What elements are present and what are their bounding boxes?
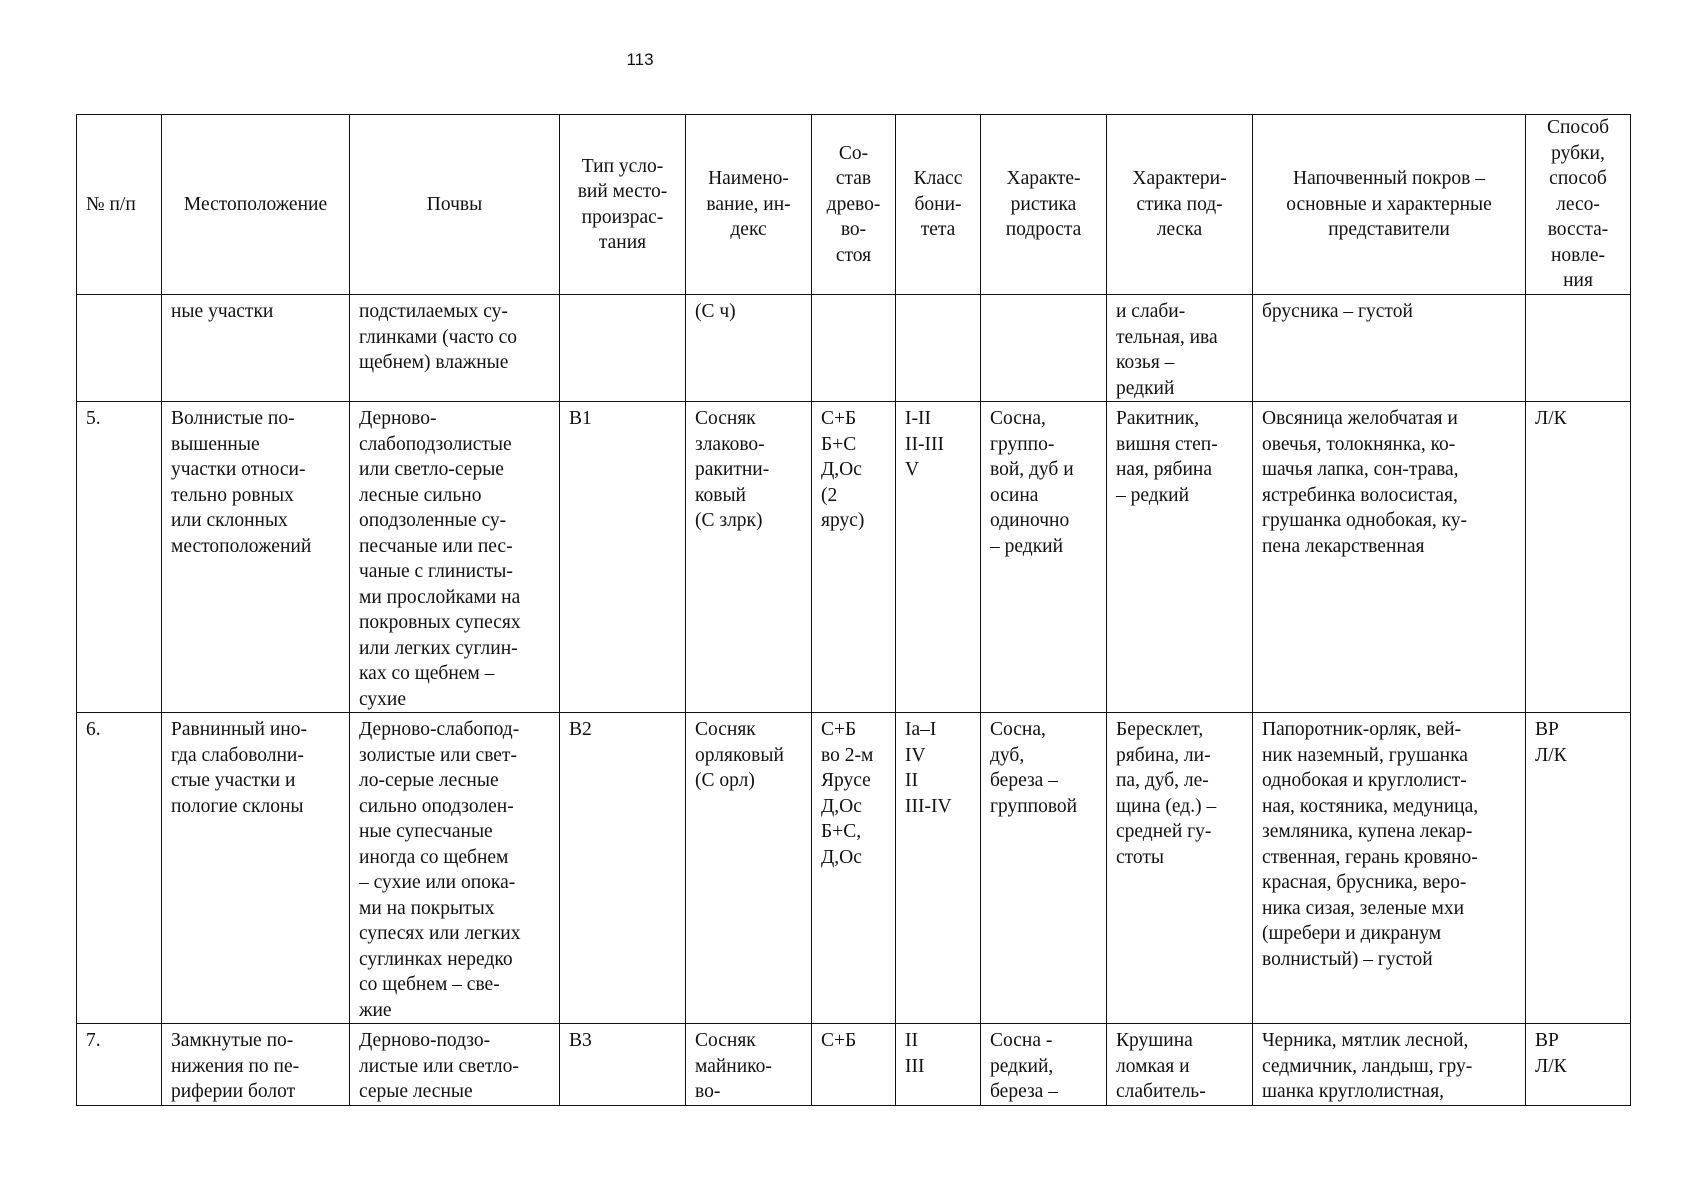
cell-soils: подстилаемых су- глинками (часто со щебнем) влажные [350,295,560,402]
cell-composition: С+Б [812,1024,896,1106]
header-underbrush: Характери- стика под- леска [1107,115,1253,295]
cell-name: Сосняк злаково- ракитни- ковый (С злрк) [686,402,812,713]
cell-name: Сосняк майнико- во- [686,1024,812,1106]
cell-bonitet [896,295,981,402]
cell-underbrush: Ракитник, вишня степ- ная, рябина – редкий [1107,402,1253,713]
cell-ground-cover: Овсяница желобчатая и овечья, толокнянка, ко- шачья лапка, сон-трава, ястребинка волосистая, грушанка однобокая, ку- пена лекарственная [1253,402,1526,713]
cell-undergrowth: Сосна, дуб, березa – групповой [981,713,1107,1024]
cell-location: Волнистые по- вышенные участки относи- тельно ровных или склонных местоположений [162,402,350,713]
cell-ground-cover: Черника, мятлик лесной, седмичник, ландыш, гру- шанка круглолистная, [1253,1024,1526,1106]
header-num: № п/п [77,115,162,295]
header-composition: Со- став древо- во- стоя [812,115,896,295]
table-row [77,402,1631,713]
page-number: 113 [626,50,654,69]
cell-name: (С ч) [686,295,812,402]
cell-felling: ВР Л/К [1526,713,1631,1024]
cell-underbrush: Бересклет, рябина, ли- па, дуб, ле- щина (ед.) – средней гу- стоты [1107,713,1253,1024]
cell-undergrowth: Сосна, группо- вой, дуб и осина одиночно – редкий [981,402,1107,713]
cell-soils: Дерново-слабопод- золистые или свет- ло-серые лесные сильно оподзолен- ные супесчаные иногда со щебнем – сухие или опока- ми на покрытых супесях или легких суглинках нередко со щебнем – све- жие [350,713,560,1024]
header-ground-cover: Напочвенный покров – основные и характерные представители [1253,115,1526,295]
cell-composition: С+Б Б+С Д,Ос (2 ярус) [812,402,896,713]
table-row [77,1024,1631,1106]
cell-bonitet: I-II II-III V [896,402,981,713]
cell-felling [1526,295,1631,402]
cell-num [77,295,162,402]
cell-composition [812,295,896,402]
cell-bonitet: II III [896,1024,981,1106]
cell-composition: С+Б во 2-м Ярусе Д,Ос Б+С, Д,Ос [812,713,896,1024]
header-soils: Почвы [350,115,560,295]
cell-habitat [560,295,686,402]
cell-habitat: В3 [560,1024,686,1106]
cell-name: Сосняк орляковый (С орл) [686,713,812,1024]
table-row [77,295,1631,402]
header-bonitet: Класс бони- тета [896,115,981,295]
cell-underbrush: и слаби- тельная, ива козья – редкий [1107,295,1253,402]
cell-ground-cover: Папоротник-орляк, вей- ник наземный, грушанка однобокая и круглолист- ная, костяника, медуница, земляника, купена лекар- ственная, герань кровяно- красная, брусника, веро- ника сизая, зеленые мхи (шребери и дикранум волнистый) – густой [1253,713,1526,1024]
cell-num: 7. [77,1024,162,1106]
table-header-row [77,115,1631,295]
cell-habitat: В2 [560,713,686,1024]
forest-types-table [76,114,1631,1106]
header-felling: Способ рубки, способ лесо- восста- новле- ния [1526,115,1631,295]
cell-location: Замкнутые по- нижения по пе- риферии болот [162,1024,350,1106]
cell-location: Равнинный ино- гда слабоволни- стые участки и пологие склоны [162,713,350,1024]
cell-felling: Л/К [1526,402,1631,713]
header-undergrowth: Характе- ристика подроста [981,115,1107,295]
header-habitat: Тип усло- вий место- произрас- тания [560,115,686,295]
cell-ground-cover: брусника – густой [1253,295,1526,402]
cell-num: 6. [77,713,162,1024]
cell-soils: Дерново-подзо- листые или светло- серые лесные [350,1024,560,1106]
table-row [77,713,1631,1024]
cell-soils: Дерново- слабоподзолистые или светло-серые лесные сильно оподзоленные су- песчаные или пес- чаные с глинисты- ми прослойками на покровных супесях или легких суглин- ках со щебнем – сухие [350,402,560,713]
cell-underbrush: Крушина ломкая и слабитель- [1107,1024,1253,1106]
header-location: Местоположение [162,115,350,295]
cell-bonitet: Ia–I IV II III-IV [896,713,981,1024]
header-name: Наимено- вание, ин- декс [686,115,812,295]
cell-num: 5. [77,402,162,713]
cell-undergrowth [981,295,1107,402]
cell-location: ные участки [162,295,350,402]
cell-felling: ВР Л/К [1526,1024,1631,1106]
cell-habitat: В1 [560,402,686,713]
cell-undergrowth: Сосна - редкий, березa – [981,1024,1107,1106]
